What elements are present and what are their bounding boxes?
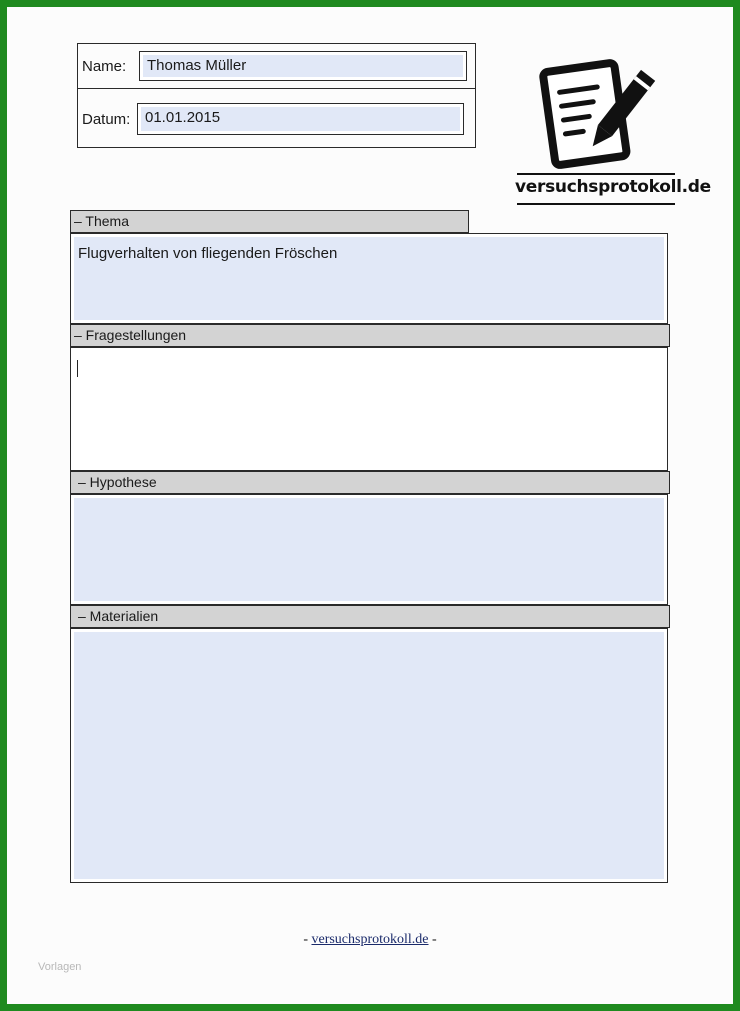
materialien-section — [70, 628, 668, 883]
name-field[interactable] — [139, 51, 467, 81]
date-field[interactable] — [137, 103, 464, 135]
logo-rule-top — [517, 173, 675, 175]
name-value: Thomas Müller — [143, 55, 463, 77]
thema-section — [70, 233, 668, 324]
date-label: Datum: — [82, 111, 131, 128]
watermark: Vorlagen — [38, 961, 82, 973]
hypothese-header[interactable]: – Hypothese — [70, 471, 670, 494]
logo-text: versuchsprotokoll.de — [515, 177, 711, 197]
logo-rule-bottom — [517, 203, 675, 205]
hypothese-field[interactable] — [74, 498, 664, 601]
hypothese-section — [70, 494, 668, 605]
logo — [515, 59, 711, 209]
thema-header[interactable]: – Thema — [70, 210, 469, 233]
footer-link[interactable]: versuchsprotokoll.de — [311, 932, 429, 947]
materialien-field[interactable] — [74, 632, 664, 879]
materialien-header[interactable]: – Materialien — [70, 605, 670, 628]
thema-field[interactable]: Flugverhalten von fliegenden Fröschen — [74, 237, 664, 320]
footer-prefix: - — [303, 932, 312, 947]
header-divider — [78, 88, 475, 89]
footer-suffix: - — [428, 932, 437, 947]
text-caret — [77, 360, 78, 377]
footer — [0, 932, 740, 948]
notepad-pencil-icon — [515, 59, 677, 171]
fragestellungen-field[interactable] — [70, 347, 668, 471]
name-label: Name: — [82, 58, 127, 75]
date-value: 01.01.2015 — [141, 107, 460, 131]
fragestellungen-header[interactable]: – Fragestellungen — [70, 324, 670, 347]
header-box — [77, 43, 476, 148]
